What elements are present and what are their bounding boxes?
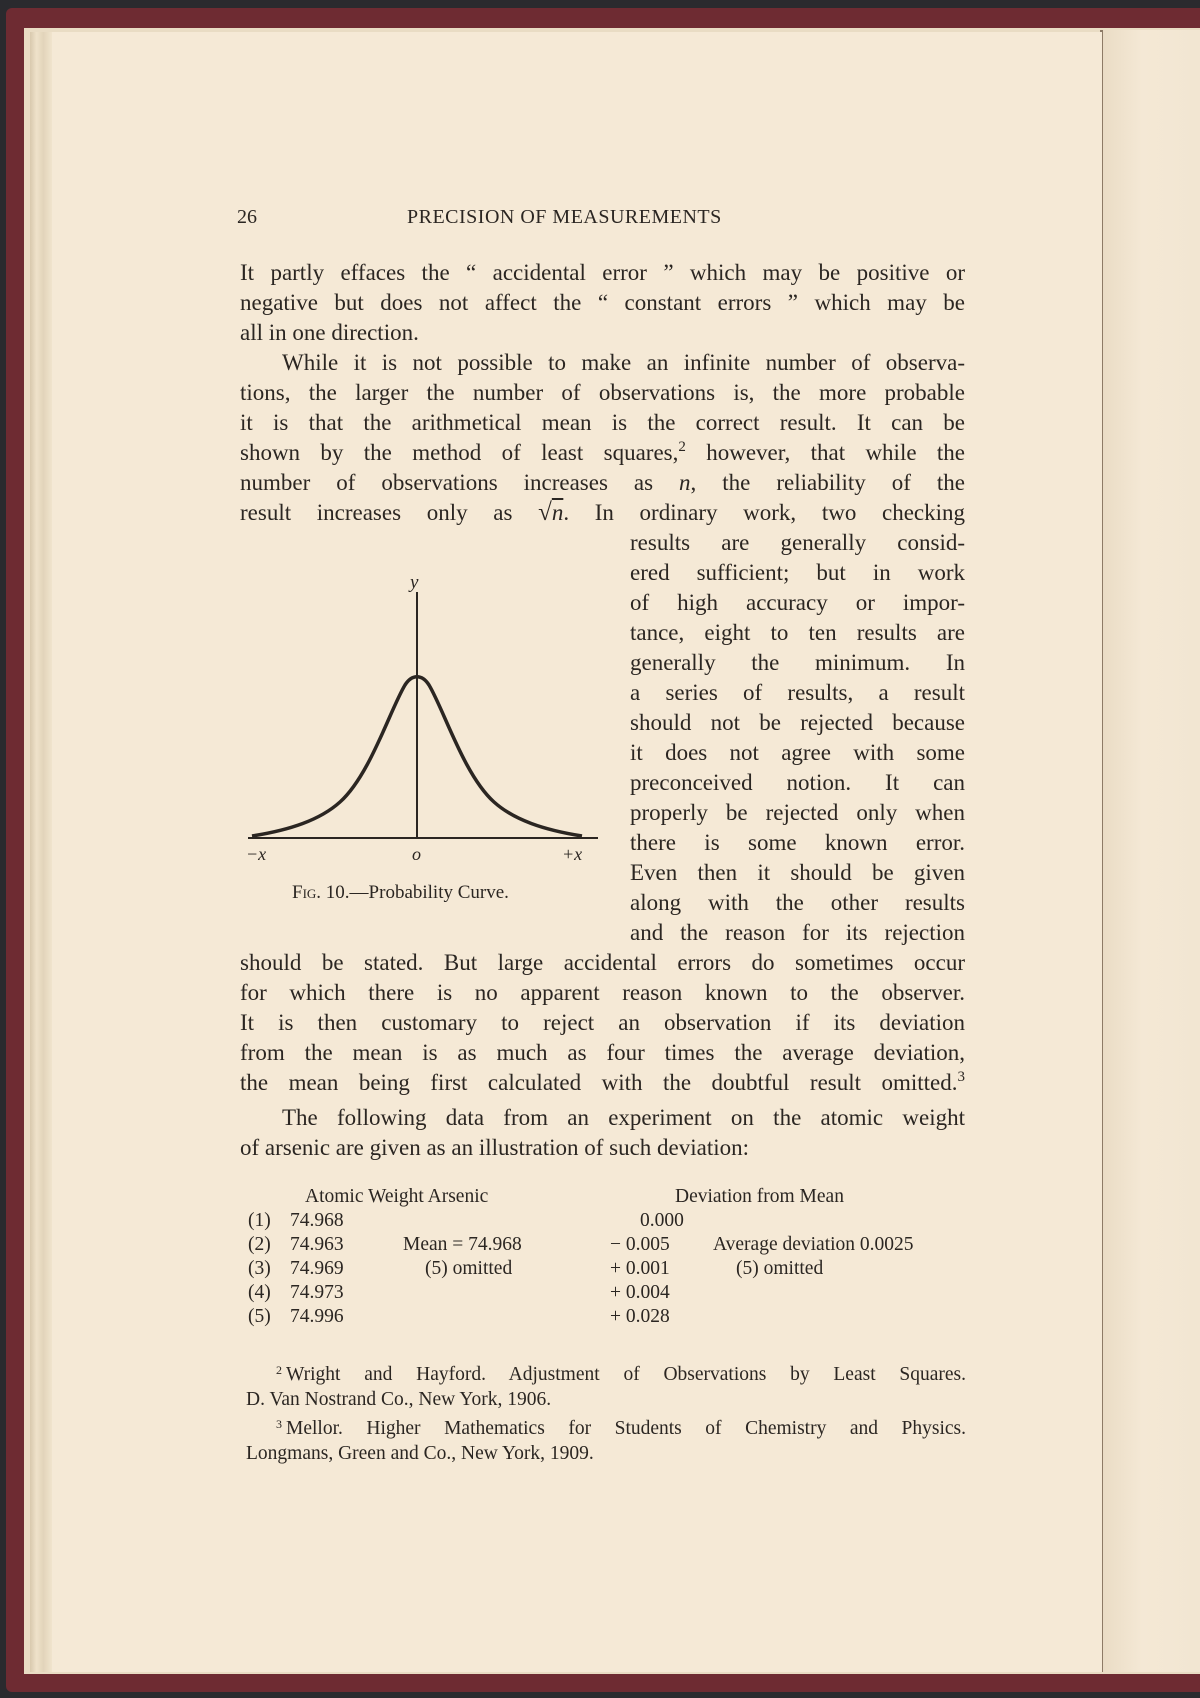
footnote-text: Wright and Hayford. Adjustment of Observations by Least Squares. — [286, 1364, 966, 1385]
y-axis-label: y — [410, 572, 419, 593]
wrapped-text-column — [630, 528, 965, 948]
page-edges — [30, 32, 52, 1672]
footnotes — [246, 1358, 966, 1466]
column-header-deviation: Deviation from Mean — [675, 1186, 844, 1207]
row-deviation: + 0.001 — [610, 1258, 670, 1279]
row-index: (3) — [248, 1258, 271, 1279]
paragraph-2-continued — [240, 948, 965, 1098]
text-line: negative but does not affect the “ constant errors ” which may be — [240, 290, 965, 315]
text-span: . In ordinary work, two checking — [563, 500, 965, 525]
row-deviation: + 0.004 — [610, 1282, 670, 1303]
text-line: along with the other results — [630, 890, 965, 915]
footnote-ref-3[interactable]: 3 — [957, 1069, 965, 1085]
row-weight: 74.963 — [290, 1234, 344, 1255]
footnote-3-line-2: Longmans, Green and Co., New York, 1909. — [246, 1443, 594, 1464]
text-line: should not be rejected because — [630, 710, 965, 735]
neg-x-label: −x — [246, 844, 267, 864]
text-line: While it is not possible to make an infinite number of observa- — [282, 350, 965, 375]
math-variable-n: n — [679, 470, 691, 495]
footnote-mark: 2 — [276, 1363, 282, 1377]
row-deviation: − 0.005 — [610, 1234, 670, 1255]
text-line: It partly effaces the “ accidental error ” which may be positive or — [240, 260, 965, 285]
row-weight: 74.973 — [290, 1282, 344, 1303]
text-line: all in one direction. — [240, 320, 419, 345]
running-head — [237, 204, 887, 230]
text-line: results are generally consid- — [630, 530, 965, 555]
running-title: PRECISION OF MEASUREMENTS — [407, 206, 722, 228]
fig-caption-text: 10.—Probability Curve. — [321, 882, 509, 903]
text-span: however, that while the — [685, 440, 966, 465]
text-line — [240, 468, 965, 498]
text-line: generally the minimum. In — [630, 650, 965, 675]
arsenic-data-table — [240, 1185, 970, 1345]
text-line: The following data from an experiment on the atomic weight — [282, 1105, 965, 1130]
avg-dev-omitted-note: (5) omitted — [736, 1258, 824, 1279]
footnote-2-line-2: D. Van Nostrand Co., New York, 1906. — [246, 1389, 552, 1410]
text-line: it is that the arithmetical mean is the correct result. It can be — [240, 410, 965, 435]
row-index: (2) — [248, 1234, 271, 1255]
text-span: result increases only as — [240, 500, 539, 525]
text-line: a series of results, a result — [630, 680, 965, 705]
math-variable-n: n — [551, 500, 564, 525]
footnote-2-line-1 — [246, 1358, 966, 1387]
bell-curve-chart — [240, 570, 610, 880]
text-line: of arsenic are given as an illustration of such deviation: — [240, 1135, 750, 1160]
mean-note: Mean = 74.968 — [403, 1234, 522, 1255]
paragraph-2 — [240, 348, 965, 528]
text-span: number of observations increases as — [240, 470, 680, 495]
row-weight: 74.968 — [290, 1210, 344, 1231]
average-deviation-note: Average deviation 0.0025 — [713, 1234, 914, 1255]
text-line: It is then customary to reject an observation if its deviation — [240, 1010, 965, 1035]
probability-curve-figure — [240, 570, 610, 903]
text-line: of high accuracy or impor- — [630, 590, 965, 615]
text-line — [240, 498, 965, 528]
text-line: ered sufficient; but in work — [630, 560, 965, 585]
row-deviation: 0.000 — [640, 1210, 684, 1231]
text-line: Even then it should be given — [630, 860, 965, 885]
row-deviation: + 0.028 — [610, 1306, 670, 1327]
text-line: from the mean is as much as four times the average deviation, — [240, 1040, 965, 1065]
footnote-text: Mellor. Higher Mathematics for Students of Chemistry and Physics. — [286, 1418, 966, 1439]
text-span: , the reliability of the — [690, 470, 966, 495]
column-header-weight: Atomic Weight Arsenic — [305, 1186, 489, 1207]
sqrt-symbol: √ — [538, 499, 552, 526]
mean-omitted-note: (5) omitted — [425, 1258, 513, 1279]
origin-label: o — [412, 844, 421, 864]
text-line: for which there is no apparent reason known to the observer. — [240, 980, 965, 1005]
footnote-3-line-1 — [246, 1412, 966, 1441]
row-weight: 74.969 — [290, 1258, 344, 1279]
pos-x-label: +x — [562, 844, 583, 864]
paragraph-1 — [240, 258, 965, 348]
text-span: the mean being first calculated with the doubtful result omitted. — [240, 1070, 958, 1095]
text-line: preconceived notion. It can — [630, 770, 965, 795]
text-line: should be stated. But large accidental errors do sometimes occur — [240, 950, 965, 975]
footnote-ref-2[interactable]: 2 — [678, 439, 686, 455]
paragraph-3 — [240, 1103, 965, 1163]
text-line: and the reason for its rejection — [630, 920, 965, 945]
row-index: (4) — [248, 1282, 271, 1303]
row-index: (5) — [248, 1306, 271, 1327]
row-index: (1) — [248, 1210, 271, 1231]
row-weight: 74.996 — [290, 1306, 344, 1327]
facing-page — [1103, 30, 1200, 1672]
text-line: there is some known error. — [630, 830, 965, 855]
text-line: tance, eight to ten results are — [630, 620, 965, 645]
text-line — [240, 1068, 965, 1098]
fig-prefix: Fig. — [292, 882, 322, 903]
text-span: shown by the method of least squares, — [240, 440, 679, 465]
text-line: tions, the larger the number of observations is, the more probable — [240, 380, 965, 405]
page-number: 26 — [237, 206, 257, 228]
text-line: properly be rejected only when — [630, 800, 965, 825]
text-line — [240, 438, 965, 468]
text-line: it does not agree with some — [630, 740, 965, 765]
footnote-mark: 3 — [276, 1417, 282, 1431]
figure-caption — [292, 882, 509, 904]
